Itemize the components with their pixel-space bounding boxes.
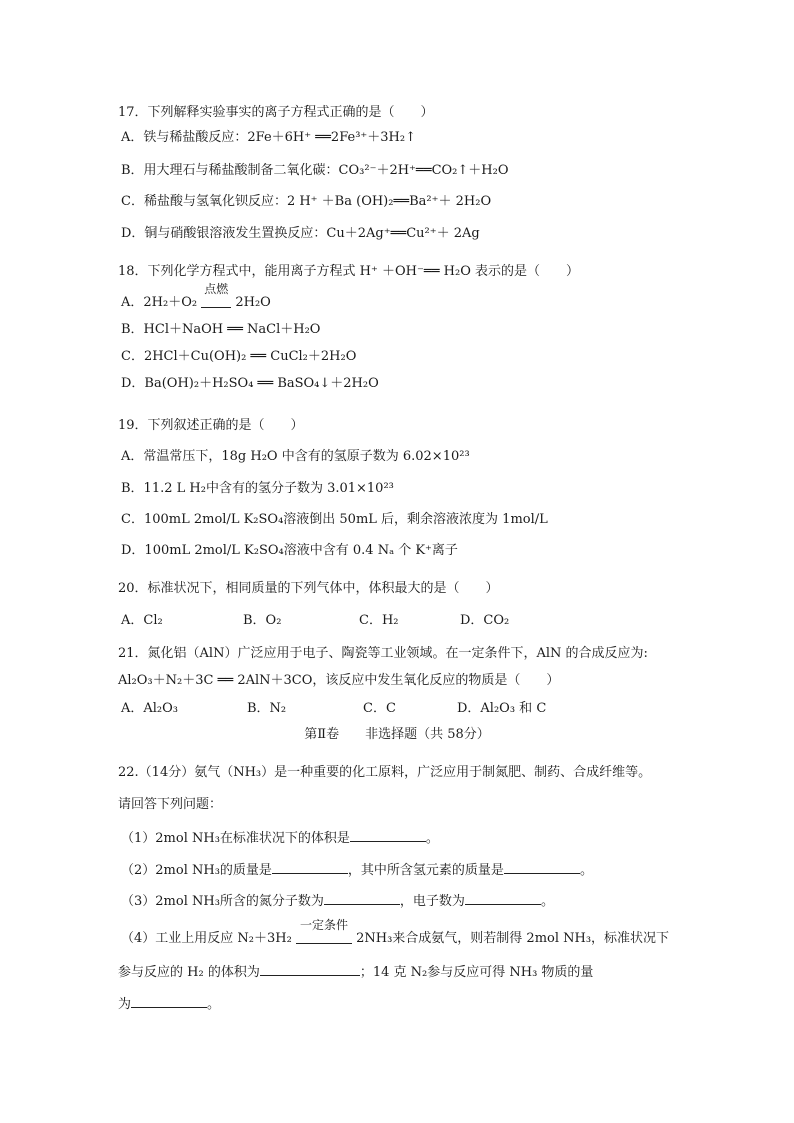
q21-option-d: D．Al₂O₃ 和 C xyxy=(457,701,547,716)
q20-option-b: B．O₂ xyxy=(243,613,282,628)
q22-part-4-line3-end: 。 xyxy=(207,997,221,1012)
answer-blank[interactable] xyxy=(260,962,360,976)
q22-prompt: 请回答下列问题： xyxy=(118,797,223,812)
q19-stem: 19．下列叙述正确的是（ ） xyxy=(118,418,304,433)
q18-option-d: D．Ba(OH)₂＋H₂SO₄ ══ BaSO₄↓＋2H₂O xyxy=(121,376,379,391)
answer-blank[interactable] xyxy=(131,994,207,1008)
q22-part-2-text: （2）2mol NH₃的质量是 xyxy=(121,863,272,878)
answer-blank[interactable] xyxy=(504,860,580,874)
q19-option-c: C．100mL 2mol/L K₂SO₄溶液倒出 50mL 后，剩余溶液浓度为 1mol/L xyxy=(121,512,548,527)
q22-part-4 xyxy=(121,918,670,948)
q19-option-a: A．常温常压下，18g H₂O 中含有的氢原子数为 6.02×10²³ xyxy=(121,449,470,464)
q22-part-4-line3 xyxy=(118,994,220,1014)
q21-option-b: B．N₂ xyxy=(247,701,287,716)
q22-part-1-end: 。 xyxy=(425,831,439,846)
q22-part-2 xyxy=(121,860,593,880)
q19-option-d: D．100mL 2mol/L K₂SO₄溶液中含有 0.4 Nₐ 个 K⁺离子 xyxy=(121,543,458,558)
q21-reaction-line: Al₂O₃＋N₂＋3C ══ 2AlN＋3CO，该反应中发生氧化反应的物质是（ ） xyxy=(118,673,560,688)
q20-option-a: A．Cl₂ xyxy=(121,613,163,628)
q22-part-3-text: （3）2mol NH₃所含的氮分子数为 xyxy=(121,894,324,909)
q20-stem: 20．标准状况下，相同质量的下列气体中，体积最大的是（ ） xyxy=(118,581,499,596)
q19-option-b: B．11.2 L H₂中含有的氢分子数为 3.01×10²³ xyxy=(121,481,394,496)
q18-option-a xyxy=(121,282,271,312)
reaction-condition-label: 一定条件 xyxy=(299,918,348,932)
q17-option-b: B．用大理石与稀盐酸制备二氧化碳：CO₃²⁻＋2H⁺══CO₂↑＋H₂O xyxy=(121,163,509,178)
q22-part-4-line3-text: 为 xyxy=(118,997,132,1012)
q18-stem: 18．下列化学方程式中，能用离子方程式 H⁺ ＋OH⁻══ H₂O 表示的是（ ） xyxy=(118,264,579,279)
section-2-title: 第Ⅱ卷 非选择题（共 58分） xyxy=(304,727,490,742)
q22-part-4-text: （4）工业上用反应 N₂＋3H₂ xyxy=(121,931,292,946)
q18-option-b: B．HCl＋NaOH ══ NaCl＋H₂O xyxy=(121,322,321,337)
reaction-arrow-condition xyxy=(201,282,231,312)
answer-blank[interactable] xyxy=(272,860,348,874)
q22-part-4-line2-end: ；14 克 N₂参与反应可得 NH₃ 物质的量 xyxy=(359,965,594,980)
q22-stem: 22.（14分）氨气（NH₃）是一种重要的化工原料，广泛应用于制氮肥、制药、合成纤维等。 xyxy=(118,765,652,780)
q21-option-a: A．Al₂O₃ xyxy=(121,701,179,716)
q22-part-3 xyxy=(121,891,554,911)
q20-option-d: D．CO₂ xyxy=(460,613,510,628)
q18-option-c: C．2HCl＋Cu(OH)₂ ══ CuCl₂＋2H₂O xyxy=(121,349,357,364)
q22-part-2-end: 。 xyxy=(579,863,593,878)
q22-part-4-text-cont: 2NH₃来合成氨气，则若制得 2mol NH₃，标准状况下 xyxy=(356,931,670,946)
q22-part-1-text: （1）2mol NH₃在标准状况下的体积是 xyxy=(121,831,350,846)
q21-option-c: C．C xyxy=(363,701,396,716)
q17-option-c: C．稀盐酸与氢氧化钡反应：2 H⁺ ＋Ba (OH)₂══Ba²⁺＋ 2H₂O xyxy=(121,194,492,209)
q18-option-a-left: A．2H₂＋O₂ xyxy=(121,295,198,310)
q18-option-a-right: 2H₂O xyxy=(235,295,271,310)
q22-part-4-line2 xyxy=(118,962,593,982)
q22-part-3-end: 。 xyxy=(540,894,554,909)
q17-stem: 17．下列解释实验事实的离子方程式正确的是（ ） xyxy=(118,105,434,120)
q20-option-c: C．H₂ xyxy=(359,613,399,628)
answer-blank[interactable] xyxy=(350,828,426,842)
reaction-condition-label: 点燃 xyxy=(204,282,229,296)
q22-part-4-line2-text: 参与反应的 H₂ 的体积为 xyxy=(118,965,260,980)
q22-part-3-mid: ，电子数为 xyxy=(399,894,465,909)
q22-part-2-mid: ，其中所含氢元素的质量是 xyxy=(347,863,504,878)
q17-option-a: A．铁与稀盐酸反应：2Fe＋6H⁺ ══2Fe³⁺＋3H₂↑ xyxy=(121,130,416,145)
q17-option-d: D．铜与硝酸银溶液发生置换反应：Cu＋2Ag⁺══Cu²⁺＋ 2Ag xyxy=(121,226,480,241)
answer-blank[interactable] xyxy=(324,891,400,905)
answer-blank[interactable] xyxy=(465,891,541,905)
reaction-arrow-condition xyxy=(296,918,352,948)
q21-stem: 21．氮化铝（AlN）广泛应用于电子、陶瓷等工业领域。在一定条件下，AlN 的合成反应为: xyxy=(118,646,648,661)
q22-part-1 xyxy=(121,828,439,848)
